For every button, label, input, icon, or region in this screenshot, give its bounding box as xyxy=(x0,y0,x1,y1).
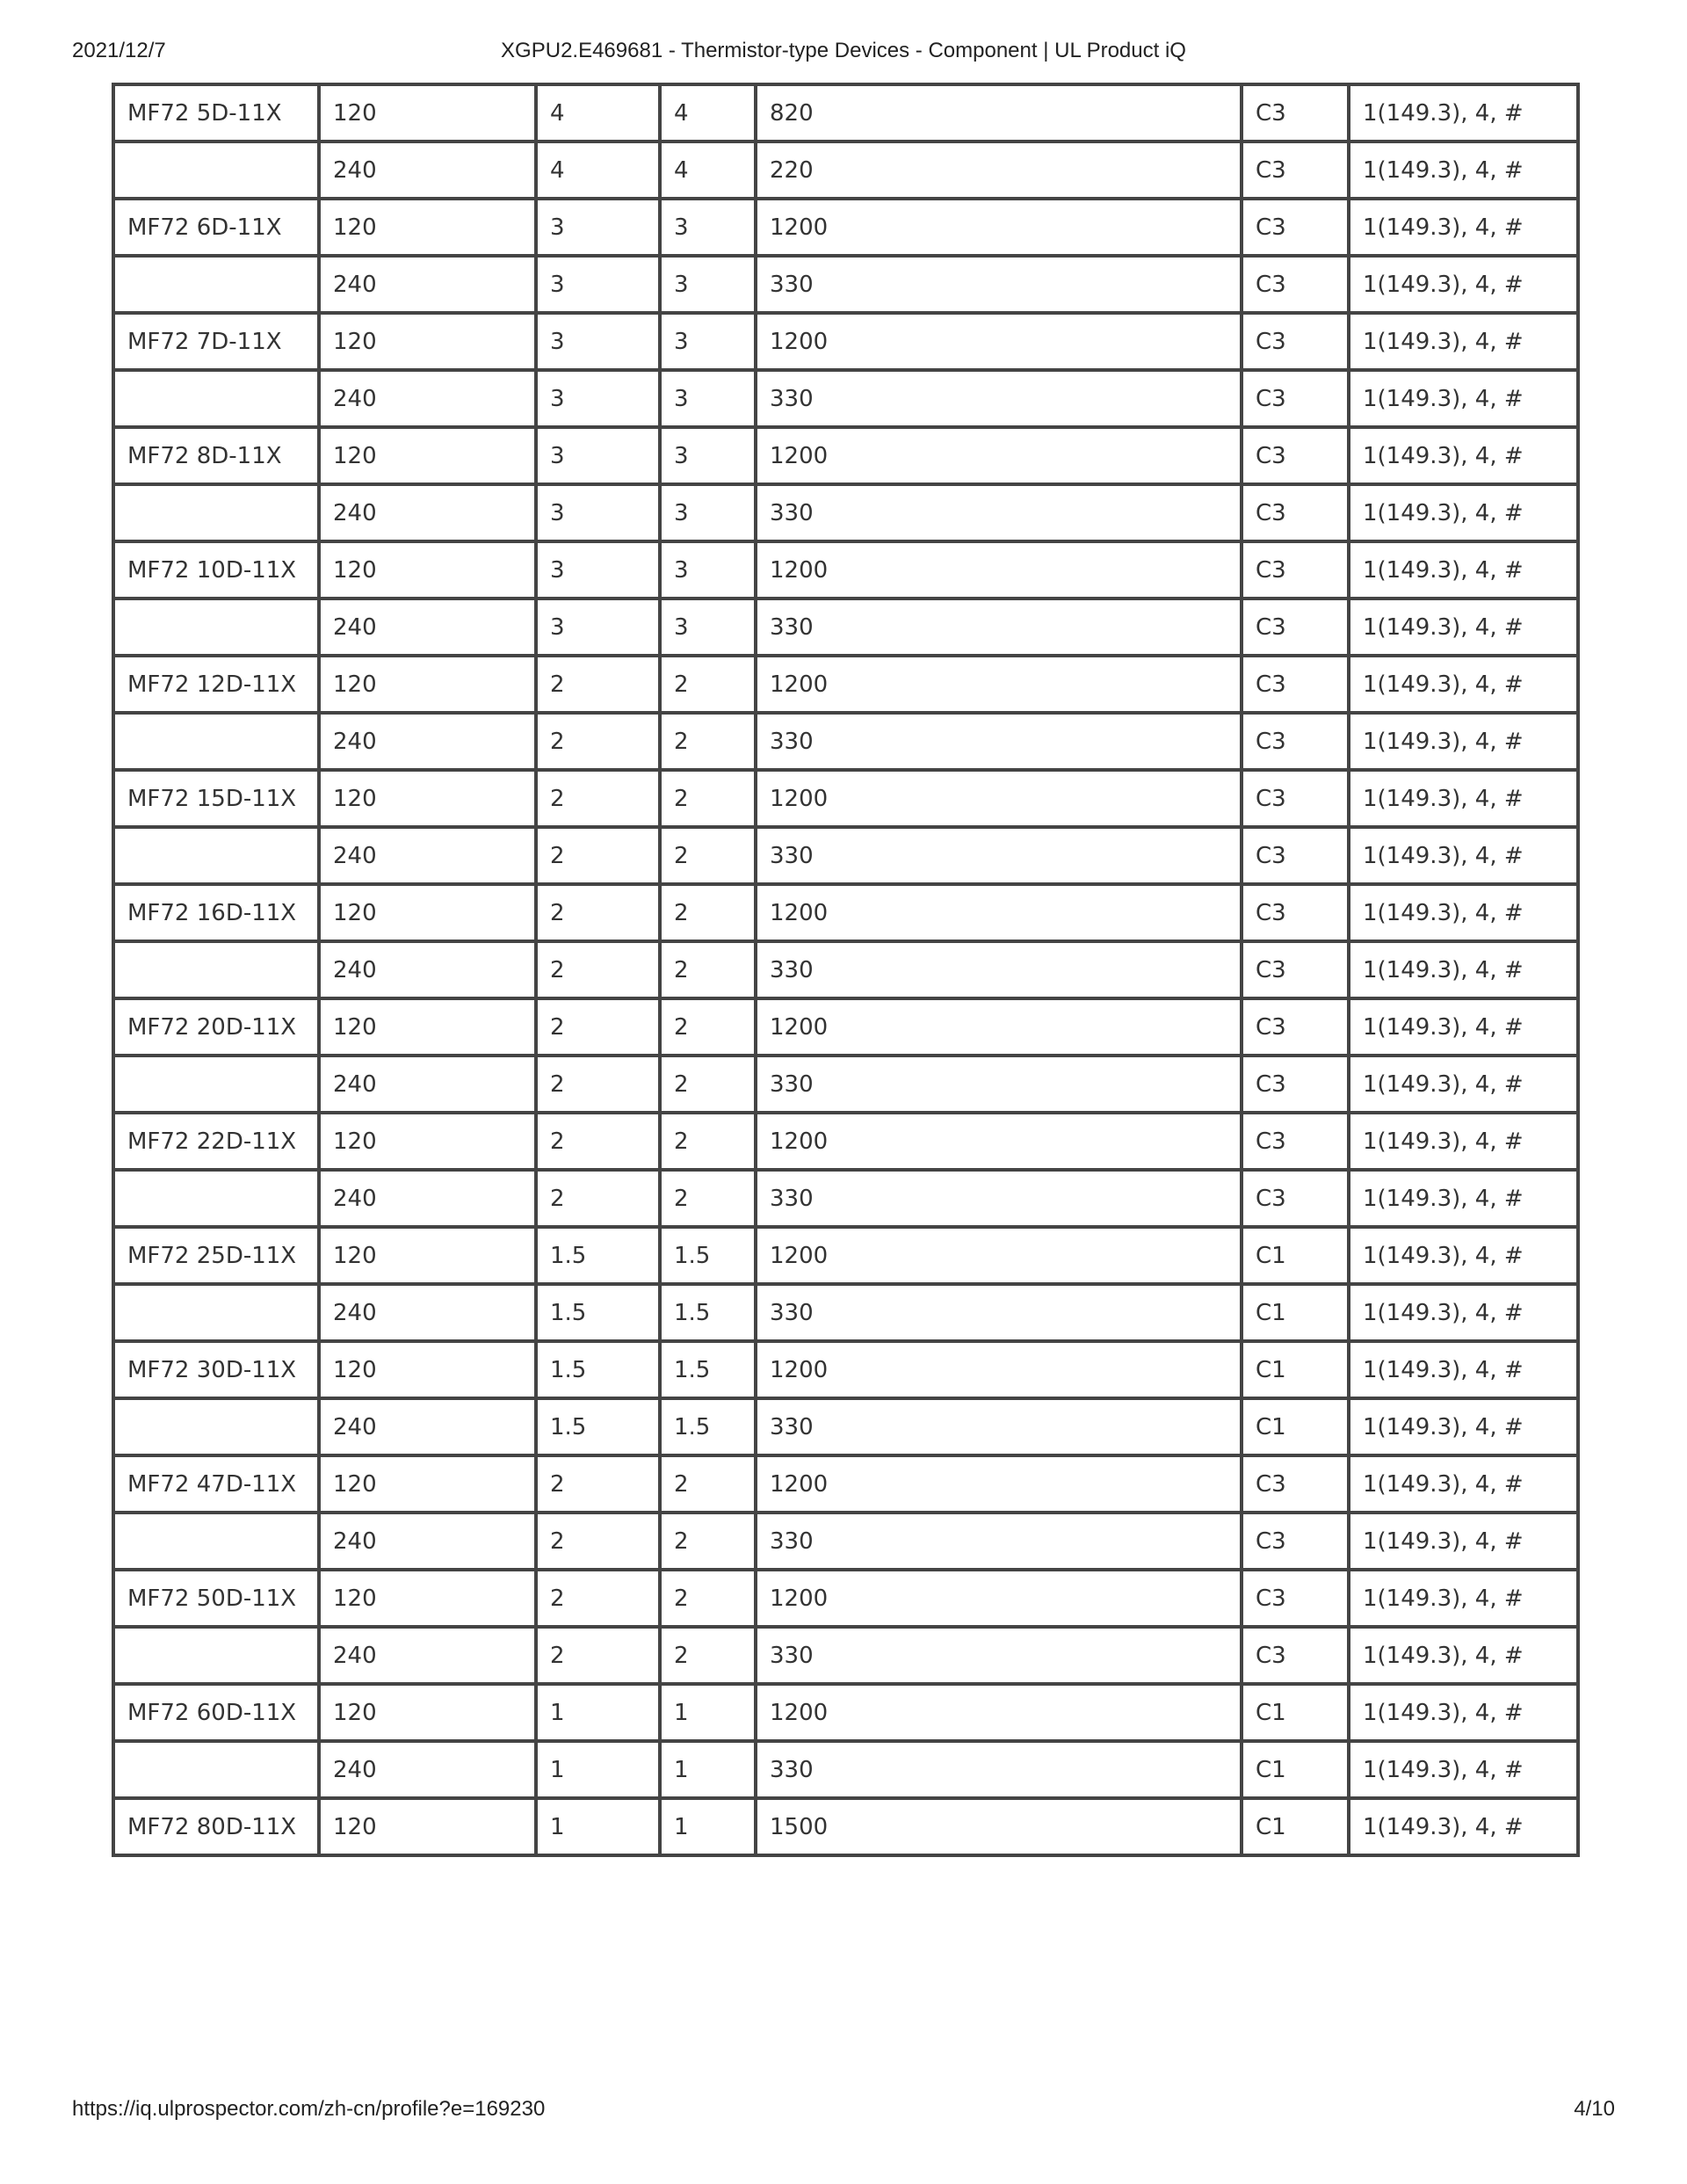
model-cell: MF72 12D-11X xyxy=(113,656,319,713)
col3-cell: 3 xyxy=(536,427,660,484)
col4-cell: 3 xyxy=(660,541,756,599)
model-cell xyxy=(113,1056,319,1113)
ref-cell: 1(149.3), 4, # xyxy=(1349,1570,1578,1627)
col3-cell: 3 xyxy=(536,199,660,256)
table-row xyxy=(113,541,1578,599)
model-cell xyxy=(113,713,319,770)
col3-cell: 2 xyxy=(536,1170,660,1227)
class-cell: C3 xyxy=(1242,1170,1349,1227)
col3-cell: 3 xyxy=(536,484,660,541)
col3-cell: 1.5 xyxy=(536,1341,660,1398)
class-cell: C3 xyxy=(1242,1627,1349,1684)
model-cell xyxy=(113,599,319,656)
col5-cell: 1200 xyxy=(756,1227,1242,1284)
ref-cell: 1(149.3), 4, # xyxy=(1349,884,1578,941)
col3-cell: 2 xyxy=(536,1513,660,1570)
col5-cell: 1500 xyxy=(756,1798,1242,1855)
col3-cell: 1 xyxy=(536,1684,660,1741)
col4-cell: 2 xyxy=(660,1056,756,1113)
col5-cell: 330 xyxy=(756,713,1242,770)
voltage-cell: 240 xyxy=(319,1398,536,1455)
class-cell: C3 xyxy=(1242,141,1349,199)
ref-cell: 1(149.3), 4, # xyxy=(1349,1798,1578,1855)
col4-cell: 3 xyxy=(660,313,756,370)
class-cell: C3 xyxy=(1242,1056,1349,1113)
class-cell: C3 xyxy=(1242,484,1349,541)
ref-cell: 1(149.3), 4, # xyxy=(1349,998,1578,1056)
model-cell: MF72 60D-11X xyxy=(113,1684,319,1741)
table-row xyxy=(113,1513,1578,1570)
class-cell: C3 xyxy=(1242,599,1349,656)
model-cell xyxy=(113,827,319,884)
class-cell: C1 xyxy=(1242,1684,1349,1741)
model-cell xyxy=(113,1741,319,1798)
col5-cell: 1200 xyxy=(756,1570,1242,1627)
class-cell: C3 xyxy=(1242,941,1349,998)
voltage-cell: 240 xyxy=(319,1284,536,1341)
voltage-cell: 120 xyxy=(319,1455,536,1513)
col5-cell: 330 xyxy=(756,1627,1242,1684)
model-cell xyxy=(113,1513,319,1570)
col3-cell: 1 xyxy=(536,1798,660,1855)
ref-cell: 1(149.3), 4, # xyxy=(1349,713,1578,770)
col4-cell: 4 xyxy=(660,141,756,199)
col3-cell: 2 xyxy=(536,770,660,827)
class-cell: C3 xyxy=(1242,827,1349,884)
ref-cell: 1(149.3), 4, # xyxy=(1349,1741,1578,1798)
voltage-cell: 120 xyxy=(319,313,536,370)
col4-cell: 3 xyxy=(660,427,756,484)
col5-cell: 1200 xyxy=(756,770,1242,827)
table-row xyxy=(113,141,1578,199)
col4-cell: 2 xyxy=(660,827,756,884)
model-cell xyxy=(113,256,319,313)
ref-cell: 1(149.3), 4, # xyxy=(1349,1513,1578,1570)
col3-cell: 3 xyxy=(536,313,660,370)
table-row xyxy=(113,1798,1578,1855)
table-row xyxy=(113,1741,1578,1798)
table-row xyxy=(113,1056,1578,1113)
model-cell: MF72 6D-11X xyxy=(113,199,319,256)
table-row xyxy=(113,998,1578,1056)
col3-cell: 2 xyxy=(536,1627,660,1684)
table-row xyxy=(113,884,1578,941)
ref-cell: 1(149.3), 4, # xyxy=(1349,256,1578,313)
col5-cell: 1200 xyxy=(756,313,1242,370)
ref-cell: 1(149.3), 4, # xyxy=(1349,1455,1578,1513)
model-cell: MF72 16D-11X xyxy=(113,884,319,941)
ref-cell: 1(149.3), 4, # xyxy=(1349,599,1578,656)
table-row xyxy=(113,1398,1578,1455)
thermistor-ratings-table xyxy=(112,83,1580,1857)
ref-cell: 1(149.3), 4, # xyxy=(1349,941,1578,998)
col3-cell: 1 xyxy=(536,1741,660,1798)
col4-cell: 2 xyxy=(660,884,756,941)
model-cell: MF72 15D-11X xyxy=(113,770,319,827)
col5-cell: 1200 xyxy=(756,998,1242,1056)
ref-cell: 1(149.3), 4, # xyxy=(1349,1227,1578,1284)
model-cell xyxy=(113,1170,319,1227)
ref-cell: 1(149.3), 4, # xyxy=(1349,1284,1578,1341)
ref-cell: 1(149.3), 4, # xyxy=(1349,1056,1578,1113)
print-date: 2021/12/7 xyxy=(72,39,166,62)
model-cell xyxy=(113,484,319,541)
class-cell: C3 xyxy=(1242,199,1349,256)
col3-cell: 2 xyxy=(536,884,660,941)
table-row xyxy=(113,770,1578,827)
model-cell xyxy=(113,370,319,427)
ref-cell: 1(149.3), 4, # xyxy=(1349,541,1578,599)
table-row xyxy=(113,656,1578,713)
model-cell: MF72 80D-11X xyxy=(113,1798,319,1855)
col5-cell: 330 xyxy=(756,484,1242,541)
col3-cell: 1.5 xyxy=(536,1398,660,1455)
class-cell: C3 xyxy=(1242,1455,1349,1513)
table-row xyxy=(113,84,1578,141)
col5-cell: 330 xyxy=(756,827,1242,884)
class-cell: C1 xyxy=(1242,1341,1349,1398)
class-cell: C3 xyxy=(1242,656,1349,713)
class-cell: C1 xyxy=(1242,1741,1349,1798)
ref-cell: 1(149.3), 4, # xyxy=(1349,1684,1578,1741)
voltage-cell: 240 xyxy=(319,1741,536,1798)
col4-cell: 1 xyxy=(660,1741,756,1798)
class-cell: C1 xyxy=(1242,1284,1349,1341)
col4-cell: 2 xyxy=(660,656,756,713)
col4-cell: 3 xyxy=(660,599,756,656)
col3-cell: 3 xyxy=(536,370,660,427)
col5-cell: 820 xyxy=(756,84,1242,141)
col3-cell: 2 xyxy=(536,998,660,1056)
class-cell: C3 xyxy=(1242,884,1349,941)
col5-cell: 1200 xyxy=(756,1455,1242,1513)
col5-cell: 330 xyxy=(756,941,1242,998)
model-cell: MF72 50D-11X xyxy=(113,1570,319,1627)
col3-cell: 2 xyxy=(536,827,660,884)
class-cell: C3 xyxy=(1242,713,1349,770)
table-row xyxy=(113,484,1578,541)
page-title: XGPU2.E469681 - Thermistor-type Devices - Component | UL Product iQ xyxy=(501,39,1186,62)
voltage-cell: 120 xyxy=(319,656,536,713)
col4-cell: 1.5 xyxy=(660,1398,756,1455)
voltage-cell: 240 xyxy=(319,713,536,770)
voltage-cell: 120 xyxy=(319,884,536,941)
table-row xyxy=(113,1570,1578,1627)
ref-cell: 1(149.3), 4, # xyxy=(1349,484,1578,541)
col3-cell: 1.5 xyxy=(536,1227,660,1284)
col4-cell: 1.5 xyxy=(660,1284,756,1341)
table-row xyxy=(113,256,1578,313)
voltage-cell: 240 xyxy=(319,827,536,884)
ref-cell: 1(149.3), 4, # xyxy=(1349,141,1578,199)
col3-cell: 4 xyxy=(536,84,660,141)
col5-cell: 330 xyxy=(756,1056,1242,1113)
col5-cell: 1200 xyxy=(756,1341,1242,1398)
voltage-cell: 240 xyxy=(319,484,536,541)
col4-cell: 1.5 xyxy=(660,1341,756,1398)
col4-cell: 2 xyxy=(660,1113,756,1170)
class-cell: C3 xyxy=(1242,313,1349,370)
col4-cell: 3 xyxy=(660,199,756,256)
model-cell: MF72 5D-11X xyxy=(113,84,319,141)
model-cell xyxy=(113,1284,319,1341)
class-cell: C3 xyxy=(1242,370,1349,427)
class-cell: C1 xyxy=(1242,1798,1349,1855)
ref-cell: 1(149.3), 4, # xyxy=(1349,370,1578,427)
class-cell: C3 xyxy=(1242,770,1349,827)
voltage-cell: 120 xyxy=(319,427,536,484)
voltage-cell: 120 xyxy=(319,998,536,1056)
voltage-cell: 120 xyxy=(319,1341,536,1398)
col4-cell: 2 xyxy=(660,1513,756,1570)
voltage-cell: 240 xyxy=(319,1056,536,1113)
class-cell: C1 xyxy=(1242,1227,1349,1284)
voltage-cell: 240 xyxy=(319,599,536,656)
col3-cell: 2 xyxy=(536,656,660,713)
col5-cell: 330 xyxy=(756,370,1242,427)
table-row xyxy=(113,313,1578,370)
col5-cell: 1200 xyxy=(756,199,1242,256)
table-row xyxy=(113,1170,1578,1227)
col3-cell: 2 xyxy=(536,1056,660,1113)
voltage-cell: 240 xyxy=(319,141,536,199)
ref-cell: 1(149.3), 4, # xyxy=(1349,199,1578,256)
col3-cell: 2 xyxy=(536,713,660,770)
model-cell: MF72 8D-11X xyxy=(113,427,319,484)
model-cell: MF72 25D-11X xyxy=(113,1227,319,1284)
table-row xyxy=(113,1684,1578,1741)
ref-cell: 1(149.3), 4, # xyxy=(1349,1113,1578,1170)
voltage-cell: 240 xyxy=(319,1627,536,1684)
table-row xyxy=(113,1455,1578,1513)
col4-cell: 2 xyxy=(660,941,756,998)
model-cell xyxy=(113,1627,319,1684)
col5-cell: 1200 xyxy=(756,427,1242,484)
col3-cell: 3 xyxy=(536,541,660,599)
col4-cell: 2 xyxy=(660,1627,756,1684)
ref-cell: 1(149.3), 4, # xyxy=(1349,1170,1578,1227)
model-cell: MF72 47D-11X xyxy=(113,1455,319,1513)
table-row xyxy=(113,427,1578,484)
col5-cell: 1200 xyxy=(756,1684,1242,1741)
table-row xyxy=(113,1341,1578,1398)
col4-cell: 1.5 xyxy=(660,1227,756,1284)
class-cell: C1 xyxy=(1242,1398,1349,1455)
col4-cell: 2 xyxy=(660,713,756,770)
ref-cell: 1(149.3), 4, # xyxy=(1349,827,1578,884)
col5-cell: 1200 xyxy=(756,541,1242,599)
class-cell: C3 xyxy=(1242,84,1349,141)
class-cell: C3 xyxy=(1242,1113,1349,1170)
table-row xyxy=(113,827,1578,884)
col5-cell: 330 xyxy=(756,1741,1242,1798)
col3-cell: 4 xyxy=(536,141,660,199)
voltage-cell: 120 xyxy=(319,541,536,599)
table-row xyxy=(113,1113,1578,1170)
ref-cell: 1(149.3), 4, # xyxy=(1349,313,1578,370)
voltage-cell: 240 xyxy=(319,941,536,998)
model-cell xyxy=(113,1398,319,1455)
voltage-cell: 240 xyxy=(319,1513,536,1570)
col4-cell: 2 xyxy=(660,1570,756,1627)
col3-cell: 2 xyxy=(536,1455,660,1513)
col5-cell: 330 xyxy=(756,1513,1242,1570)
col5-cell: 1200 xyxy=(756,884,1242,941)
voltage-cell: 120 xyxy=(319,1570,536,1627)
table-row xyxy=(113,941,1578,998)
class-cell: C3 xyxy=(1242,998,1349,1056)
page-url: https://iq.ulprospector.com/zh-cn/profile?e=169230 xyxy=(72,2097,546,2121)
voltage-cell: 120 xyxy=(319,84,536,141)
col4-cell: 2 xyxy=(660,998,756,1056)
col4-cell: 2 xyxy=(660,770,756,827)
col5-cell: 330 xyxy=(756,1284,1242,1341)
voltage-cell: 240 xyxy=(319,256,536,313)
col5-cell: 220 xyxy=(756,141,1242,199)
col3-cell: 3 xyxy=(536,599,660,656)
col3-cell: 1.5 xyxy=(536,1284,660,1341)
ref-cell: 1(149.3), 4, # xyxy=(1349,1627,1578,1684)
model-cell: MF72 20D-11X xyxy=(113,998,319,1056)
col4-cell: 2 xyxy=(660,1455,756,1513)
voltage-cell: 120 xyxy=(319,1684,536,1741)
model-cell: MF72 10D-11X xyxy=(113,541,319,599)
table-row xyxy=(113,1227,1578,1284)
col4-cell: 4 xyxy=(660,84,756,141)
voltage-cell: 240 xyxy=(319,370,536,427)
page-number: 4/10 xyxy=(1574,2097,1615,2121)
table-row xyxy=(113,199,1578,256)
col3-cell: 2 xyxy=(536,1570,660,1627)
col4-cell: 1 xyxy=(660,1798,756,1855)
col3-cell: 2 xyxy=(536,941,660,998)
voltage-cell: 120 xyxy=(319,1227,536,1284)
col3-cell: 2 xyxy=(536,1113,660,1170)
ref-cell: 1(149.3), 4, # xyxy=(1349,1398,1578,1455)
ref-cell: 1(149.3), 4, # xyxy=(1349,84,1578,141)
table-row xyxy=(113,713,1578,770)
col4-cell: 2 xyxy=(660,1170,756,1227)
col5-cell: 330 xyxy=(756,599,1242,656)
model-cell: MF72 7D-11X xyxy=(113,313,319,370)
model-cell xyxy=(113,941,319,998)
class-cell: C3 xyxy=(1242,427,1349,484)
ref-cell: 1(149.3), 4, # xyxy=(1349,1341,1578,1398)
voltage-cell: 120 xyxy=(319,1113,536,1170)
table-row xyxy=(113,370,1578,427)
ref-cell: 1(149.3), 4, # xyxy=(1349,770,1578,827)
col4-cell: 3 xyxy=(660,256,756,313)
voltage-cell: 120 xyxy=(319,1798,536,1855)
voltage-cell: 120 xyxy=(319,199,536,256)
col5-cell: 330 xyxy=(756,1170,1242,1227)
col5-cell: 1200 xyxy=(756,1113,1242,1170)
table-row xyxy=(113,599,1578,656)
class-cell: C3 xyxy=(1242,1513,1349,1570)
table-row xyxy=(113,1284,1578,1341)
col5-cell: 1200 xyxy=(756,656,1242,713)
col4-cell: 3 xyxy=(660,370,756,427)
ref-cell: 1(149.3), 4, # xyxy=(1349,427,1578,484)
voltage-cell: 240 xyxy=(319,1170,536,1227)
class-cell: C3 xyxy=(1242,1570,1349,1627)
table-row xyxy=(113,1627,1578,1684)
model-cell: MF72 30D-11X xyxy=(113,1341,319,1398)
col5-cell: 330 xyxy=(756,256,1242,313)
col4-cell: 1 xyxy=(660,1684,756,1741)
col5-cell: 330 xyxy=(756,1398,1242,1455)
class-cell: C3 xyxy=(1242,541,1349,599)
model-cell: MF72 22D-11X xyxy=(113,1113,319,1170)
class-cell: C3 xyxy=(1242,256,1349,313)
col3-cell: 3 xyxy=(536,256,660,313)
voltage-cell: 120 xyxy=(319,770,536,827)
ref-cell: 1(149.3), 4, # xyxy=(1349,656,1578,713)
col4-cell: 3 xyxy=(660,484,756,541)
model-cell xyxy=(113,141,319,199)
